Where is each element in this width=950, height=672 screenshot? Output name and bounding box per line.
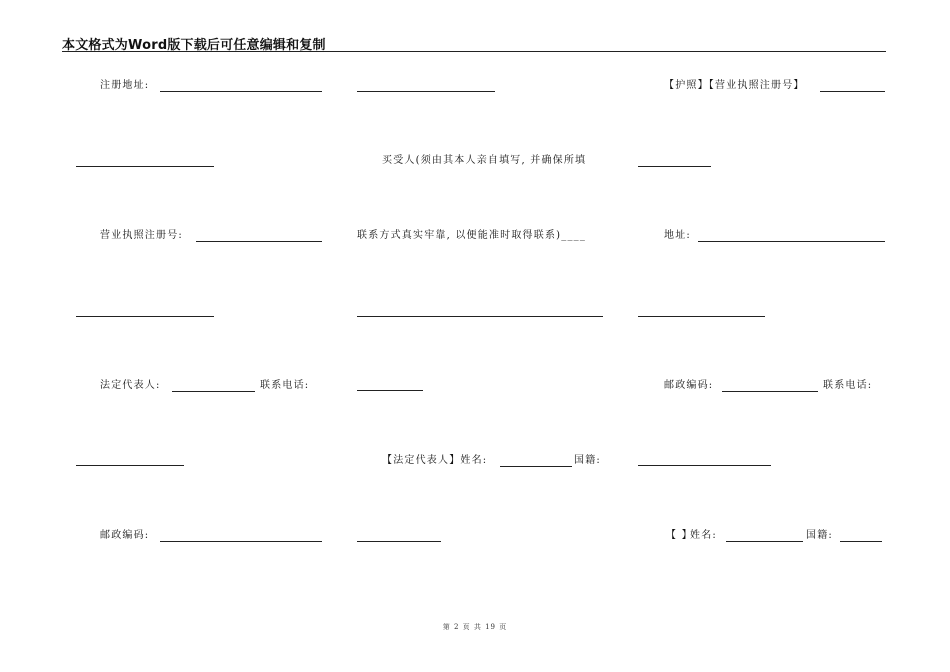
right-phone-label: 联系电话: (823, 380, 873, 391)
right-address-label: 地址: (664, 230, 691, 241)
business-license-blank[interactable] (196, 241, 322, 242)
middle-blank-row7[interactable] (357, 541, 441, 542)
registered-address-label: 注册地址: (100, 80, 150, 91)
right-name-blank[interactable] (726, 541, 803, 542)
passport-license-label: 【护照】【营业执照注册号】 (664, 80, 805, 91)
legal-rep-blank[interactable] (172, 391, 255, 392)
middle-blank-row1[interactable] (357, 91, 495, 92)
passport-license-blank[interactable] (820, 91, 885, 92)
left-blank-row2[interactable] (76, 166, 214, 167)
page-header-title: 本文格式为Word版下载后可任意编辑和复制 (62, 38, 326, 53)
legal-rep-name-blank[interactable] (500, 466, 572, 467)
right-postcode-label: 邮政编码: (664, 380, 714, 391)
right-blank-row6[interactable] (638, 465, 771, 466)
left-blank-row4[interactable] (76, 316, 214, 317)
left-blank-row6[interactable] (76, 465, 184, 466)
buyer-instruction-line2: 联系方式真实牢靠, 以便能准时取得联系)____ (357, 230, 587, 241)
right-address-blank[interactable] (698, 241, 885, 242)
registered-address-blank[interactable] (160, 91, 322, 92)
page-number-footer: 第 2 页 共 19 页 (442, 623, 508, 631)
right-nationality-blank[interactable] (840, 541, 882, 542)
right-nationality-label: 国籍: (806, 530, 833, 541)
left-phone-label: 联系电话: (260, 380, 310, 391)
middle-nationality-label: 国籍: (574, 455, 601, 466)
right-postcode-blank[interactable] (722, 391, 818, 392)
right-blank-row2[interactable] (638, 166, 711, 167)
right-name-label: 姓名: (690, 530, 717, 541)
left-postcode-label: 邮政编码: (100, 530, 150, 541)
left-postcode-blank[interactable] (160, 541, 322, 542)
legal-rep-label: 法定代表人: (100, 380, 161, 391)
business-license-label: 营业执照注册号: (100, 230, 183, 241)
header-divider (62, 51, 886, 52)
legal-rep-name-label: 【法定代表人】姓名: (382, 455, 488, 466)
buyer-instruction-line1: 买受人(须由其本人亲自填写, 并确保所填 (382, 155, 587, 166)
middle-blank-row4[interactable] (357, 316, 603, 317)
right-bracket-label: 【 】 (666, 530, 693, 541)
right-blank-row4[interactable] (638, 316, 765, 317)
middle-blank-row5[interactable] (357, 390, 423, 391)
